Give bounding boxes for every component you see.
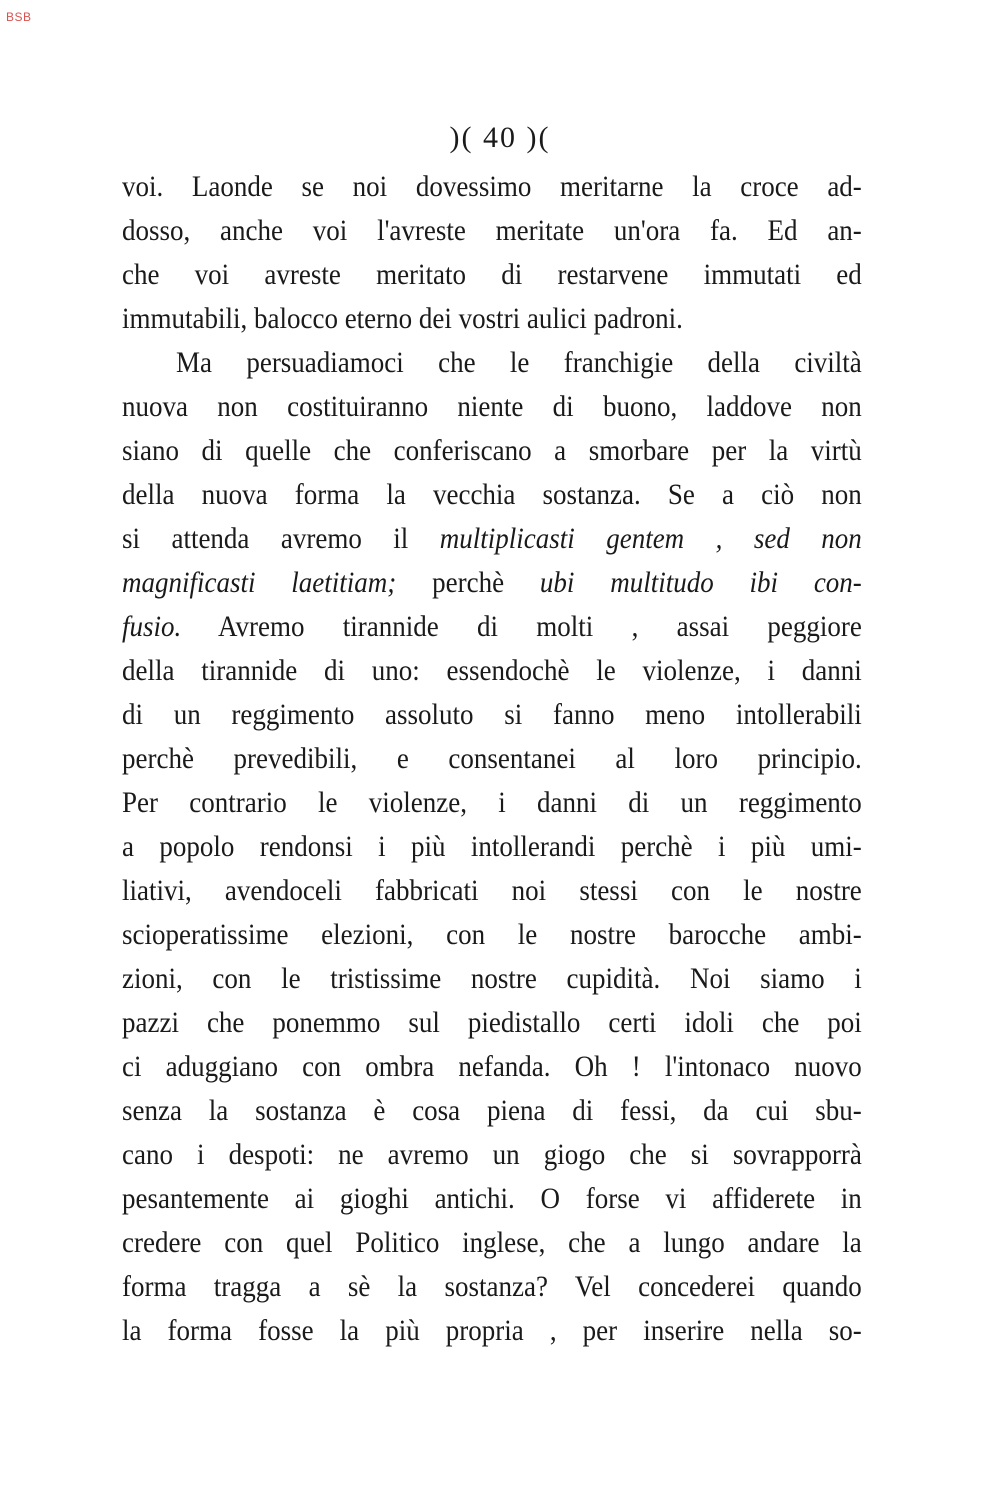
text-segment: Avremo tirannide di molti , assai peggiore xyxy=(181,610,862,643)
text-line: immutabili, balocco eterno dei vostri aulici padroni. xyxy=(122,302,683,335)
latin-quote: ubi multitudo ibi con- xyxy=(539,566,862,599)
text-line: forma tragga a sè la sostanza? Vel concederei quando xyxy=(122,1270,862,1303)
text-line: senza la sostanza è cosa piena di fessi, da cui sbu- xyxy=(122,1094,862,1127)
text-line: cano i despoti: ne avremo un giogo che si sovrapporrà xyxy=(122,1138,862,1171)
text-line: pesantemente ai gioghi antichi. O forse vi affiderete in xyxy=(122,1182,862,1215)
text-line: zioni, con le tristissime nostre cupidità. Noi siamo i xyxy=(122,962,862,995)
text-line: a popolo rendonsi i più intollerandi perchè i più umi- xyxy=(122,830,862,863)
text-line: nuova non costituiranno niente di buono, laddove non xyxy=(122,390,862,423)
text-segment: perchè xyxy=(396,566,540,599)
latin-quote: fusio. xyxy=(122,610,182,643)
text-line: credere con quel Politico inglese, che a lungo andare la xyxy=(122,1226,862,1259)
text-line: dosso, anche voi l'avreste meritate un'ora fa. Ed an- xyxy=(122,214,862,247)
text-line: scioperatissime elezioni, con le nostre barocche ambi- xyxy=(122,918,862,951)
page-body-text xyxy=(122,165,862,1353)
text-line: siano di quelle che conferiscano a smorbare per la virtù xyxy=(122,434,862,467)
text-line: della nuova forma la vecchia sostanza. Se a ciò non xyxy=(122,478,862,511)
text-line: di un reggimento assoluto si fanno meno intollerabili xyxy=(122,698,862,731)
latin-quote: magnificasti laetitiam; xyxy=(122,566,397,599)
text-line xyxy=(122,517,862,561)
text-line: Per contrario le violenze, i danni di un reggimento xyxy=(122,786,862,819)
text-line: pazzi che ponemmo sul piedistallo certi idoli che poi xyxy=(122,1006,862,1039)
text-line: che voi avreste meritato di restarvene immutati ed xyxy=(122,258,862,291)
text-segment: si attenda avremo il xyxy=(122,522,440,555)
library-watermark: BSB xyxy=(6,10,32,24)
latin-quote: multiplicasti gentem , sed non xyxy=(439,522,862,555)
text-line xyxy=(122,605,862,649)
page-number: )( 40 )( xyxy=(449,121,551,154)
text-line: perchè prevedibili, e consentanei al loro principio. xyxy=(122,742,862,775)
text-line xyxy=(122,561,862,605)
text-line: liativi, avendoceli fabbricati noi stessi con le nostre xyxy=(122,874,862,907)
text-line: ci aduggiano con ombra nefanda. Oh ! l'intonaco nuovo xyxy=(122,1050,862,1083)
text-line: voi. Laonde se noi dovessimo meritarne la croce ad- xyxy=(122,170,862,203)
text-line: la forma fosse la più propria , per inserire nella so- xyxy=(122,1314,862,1347)
text-line: della tirannide di uno: essendochè le violenze, i danni xyxy=(122,654,862,687)
text-line: Ma persuadiamoci che le franchigie della civiltà xyxy=(176,346,862,379)
